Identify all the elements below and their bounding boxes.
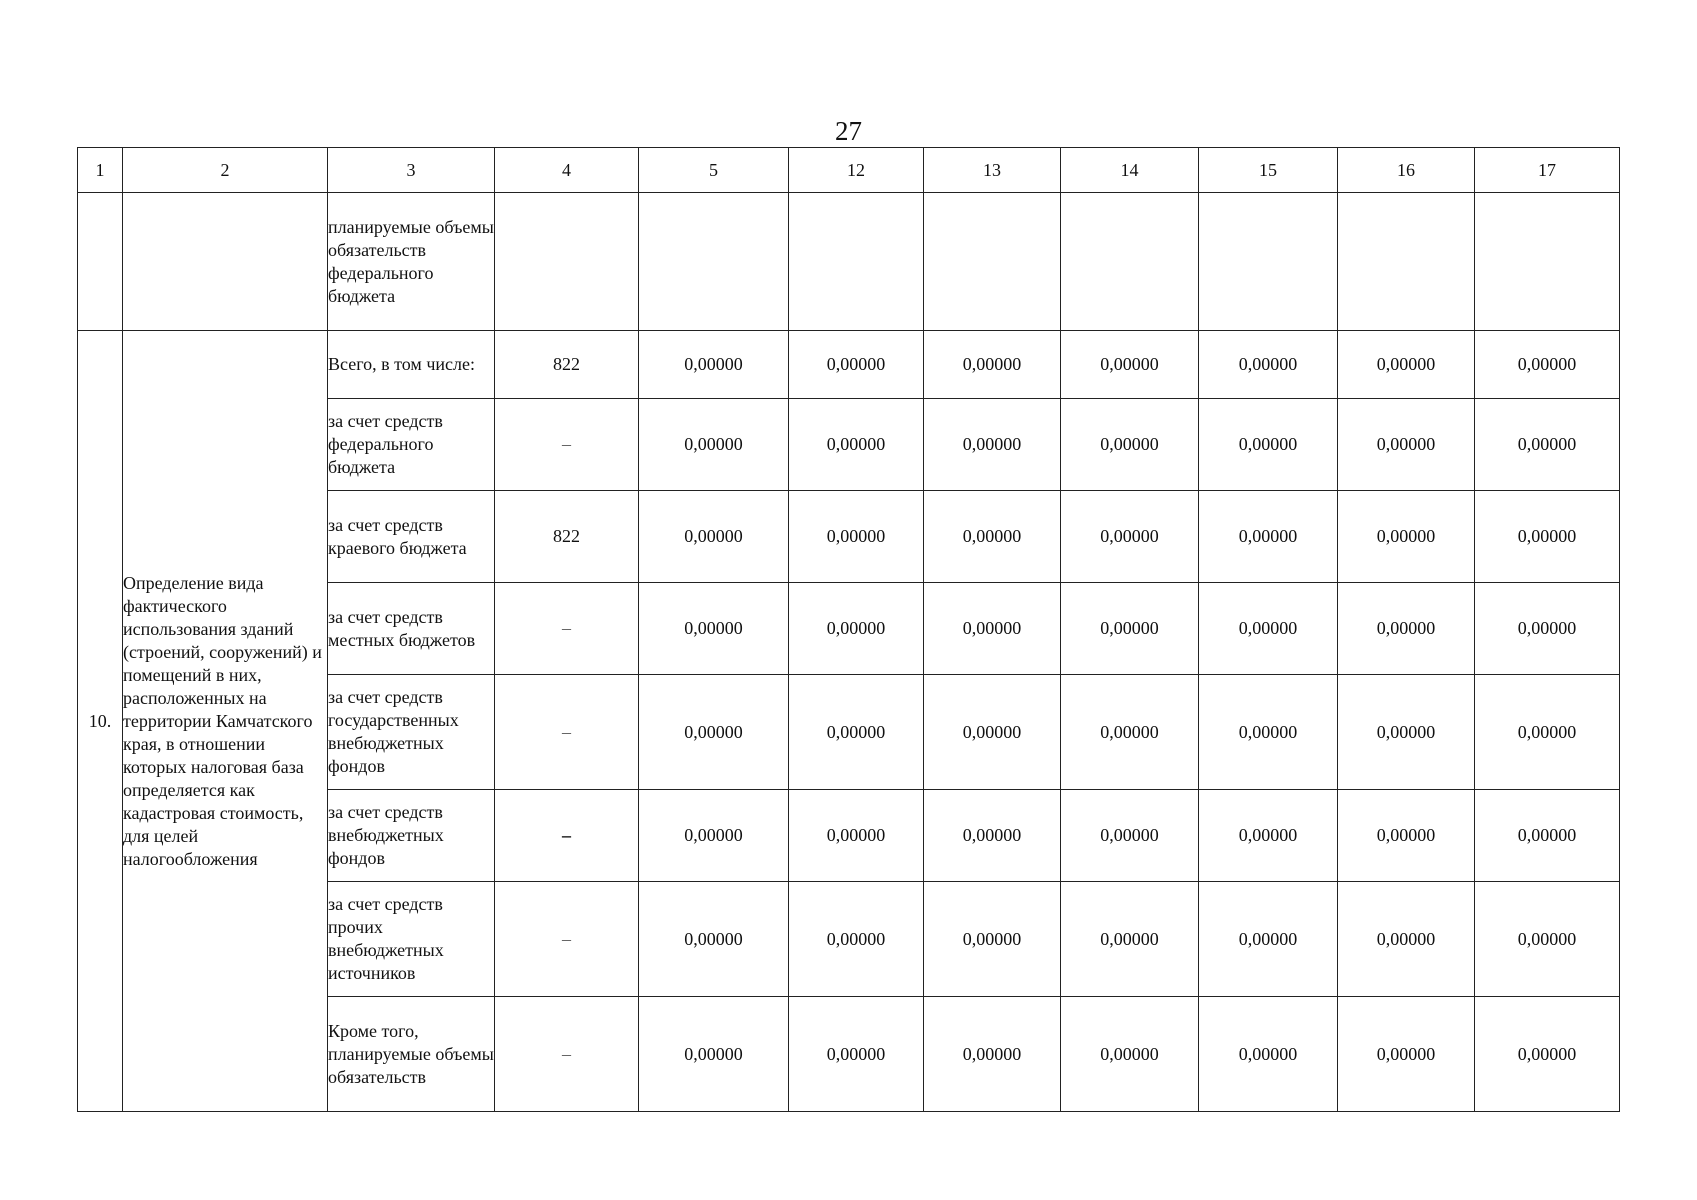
value-cell: 0,00000 (639, 882, 789, 997)
value-cell: 0,00000 (1338, 997, 1475, 1112)
page-number: 27 (835, 116, 862, 146)
empty-cell (495, 193, 639, 331)
empty-cell (123, 193, 328, 331)
value-cell: 0,00000 (1475, 331, 1620, 399)
value-cell: 0,00000 (924, 882, 1061, 997)
column-number-header-row (78, 148, 1620, 193)
column-number: 15 (1199, 148, 1338, 193)
value-cell: 0,00000 (1061, 399, 1199, 491)
value-cell: 0,00000 (639, 583, 789, 675)
value-cell: 0,00000 (924, 675, 1061, 790)
column-number: 13 (924, 148, 1061, 193)
column-number: 16 (1338, 148, 1475, 193)
budget-code: – (495, 790, 639, 882)
value-cell: 0,00000 (1475, 399, 1620, 491)
budget-code: – (495, 583, 639, 675)
value-cell: 0,00000 (789, 997, 924, 1112)
empty-cell (789, 193, 924, 331)
value-cell: 0,00000 (639, 491, 789, 583)
value-cell: 0,00000 (789, 399, 924, 491)
value-cell: 0,00000 (1061, 997, 1199, 1112)
budget-table (77, 147, 1620, 1112)
row-group-number: 10. (78, 331, 123, 1112)
empty-cell (1061, 193, 1199, 331)
value-cell: 0,00000 (789, 583, 924, 675)
column-number: 17 (1475, 148, 1620, 193)
budget-code: – (495, 399, 639, 491)
value-cell: 0,00000 (1338, 331, 1475, 399)
value-cell: 0,00000 (1475, 790, 1620, 882)
value-cell: 0,00000 (1475, 997, 1620, 1112)
column-number: 4 (495, 148, 639, 193)
budget-code: 822 (495, 491, 639, 583)
empty-cell (1199, 193, 1338, 331)
value-cell: 0,00000 (1338, 675, 1475, 790)
value-cell: 0,00000 (1475, 491, 1620, 583)
budget-code: 822 (495, 331, 639, 399)
value-cell: 0,00000 (1061, 583, 1199, 675)
value-cell: 0,00000 (924, 491, 1061, 583)
value-cell: 0,00000 (924, 997, 1061, 1112)
value-cell: 0,00000 (639, 399, 789, 491)
column-number: 2 (123, 148, 328, 193)
budget-code: – (495, 675, 639, 790)
empty-cell (78, 193, 123, 331)
funding-source-label: Всего, в том числе: (328, 331, 495, 399)
value-cell: 0,00000 (789, 675, 924, 790)
value-cell: 0,00000 (924, 790, 1061, 882)
column-number: 1 (78, 148, 123, 193)
value-cell: 0,00000 (1338, 583, 1475, 675)
value-cell: 0,00000 (1199, 331, 1338, 399)
column-number: 3 (328, 148, 495, 193)
funding-source-label: Кроме того, планируемые объемы обязательств (328, 997, 495, 1112)
funding-source-label: за счет средств местных бюджетов (328, 583, 495, 675)
value-cell: 0,00000 (1338, 790, 1475, 882)
value-cell: 0,00000 (924, 331, 1061, 399)
value-cell: 0,00000 (789, 882, 924, 997)
column-number: 5 (639, 148, 789, 193)
funding-source-label: за счет средств краевого бюджета (328, 491, 495, 583)
funding-source-label: за счет средств внебюджетных фондов (328, 790, 495, 882)
budget-code: – (495, 882, 639, 997)
activity-description: Определение вида фактического использования зданий (строений, сооружений) и помещений в них, расположенных на территории Камчатского края, в отношении которых налоговая база определяется как кадастровая стоимость, для целей налогообложения (123, 331, 328, 1112)
empty-cell (1338, 193, 1475, 331)
value-cell: 0,00000 (1475, 583, 1620, 675)
value-cell: 0,00000 (1199, 882, 1338, 997)
funding-source-label: за счет средств государственных внебюджетных фондов (328, 675, 495, 790)
value-cell: 0,00000 (1061, 491, 1199, 583)
carryover-row (78, 193, 1620, 331)
empty-cell (639, 193, 789, 331)
value-cell: 0,00000 (1475, 882, 1620, 997)
value-cell: 0,00000 (789, 491, 924, 583)
empty-cell (1475, 193, 1620, 331)
value-cell: 0,00000 (639, 790, 789, 882)
value-cell: 0,00000 (1199, 583, 1338, 675)
value-cell: 0,00000 (1199, 790, 1338, 882)
value-cell: 0,00000 (1475, 675, 1620, 790)
table-row (78, 331, 1620, 399)
empty-cell (924, 193, 1061, 331)
funding-source-label: за счет средств федерального бюджета (328, 399, 495, 491)
value-cell: 0,00000 (1061, 882, 1199, 997)
value-cell: 0,00000 (1199, 675, 1338, 790)
value-cell: 0,00000 (789, 331, 924, 399)
value-cell: 0,00000 (639, 675, 789, 790)
value-cell: 0,00000 (639, 997, 789, 1112)
funding-source-label: за счет средств прочих внебюджетных источников (328, 882, 495, 997)
value-cell: 0,00000 (639, 331, 789, 399)
column-number: 14 (1061, 148, 1199, 193)
budget-code: – (495, 997, 639, 1112)
value-cell: 0,00000 (1338, 491, 1475, 583)
value-cell: 0,00000 (1061, 790, 1199, 882)
carryover-label: планируемые объемы обязательств федерального бюджета (328, 193, 495, 331)
value-cell: 0,00000 (1199, 399, 1338, 491)
value-cell: 0,00000 (1061, 675, 1199, 790)
value-cell: 0,00000 (1338, 882, 1475, 997)
value-cell: 0,00000 (1061, 331, 1199, 399)
value-cell: 0,00000 (1199, 997, 1338, 1112)
column-number: 12 (789, 148, 924, 193)
value-cell: 0,00000 (1338, 399, 1475, 491)
value-cell: 0,00000 (789, 790, 924, 882)
value-cell: 0,00000 (924, 399, 1061, 491)
value-cell: 0,00000 (924, 583, 1061, 675)
value-cell: 0,00000 (1199, 491, 1338, 583)
